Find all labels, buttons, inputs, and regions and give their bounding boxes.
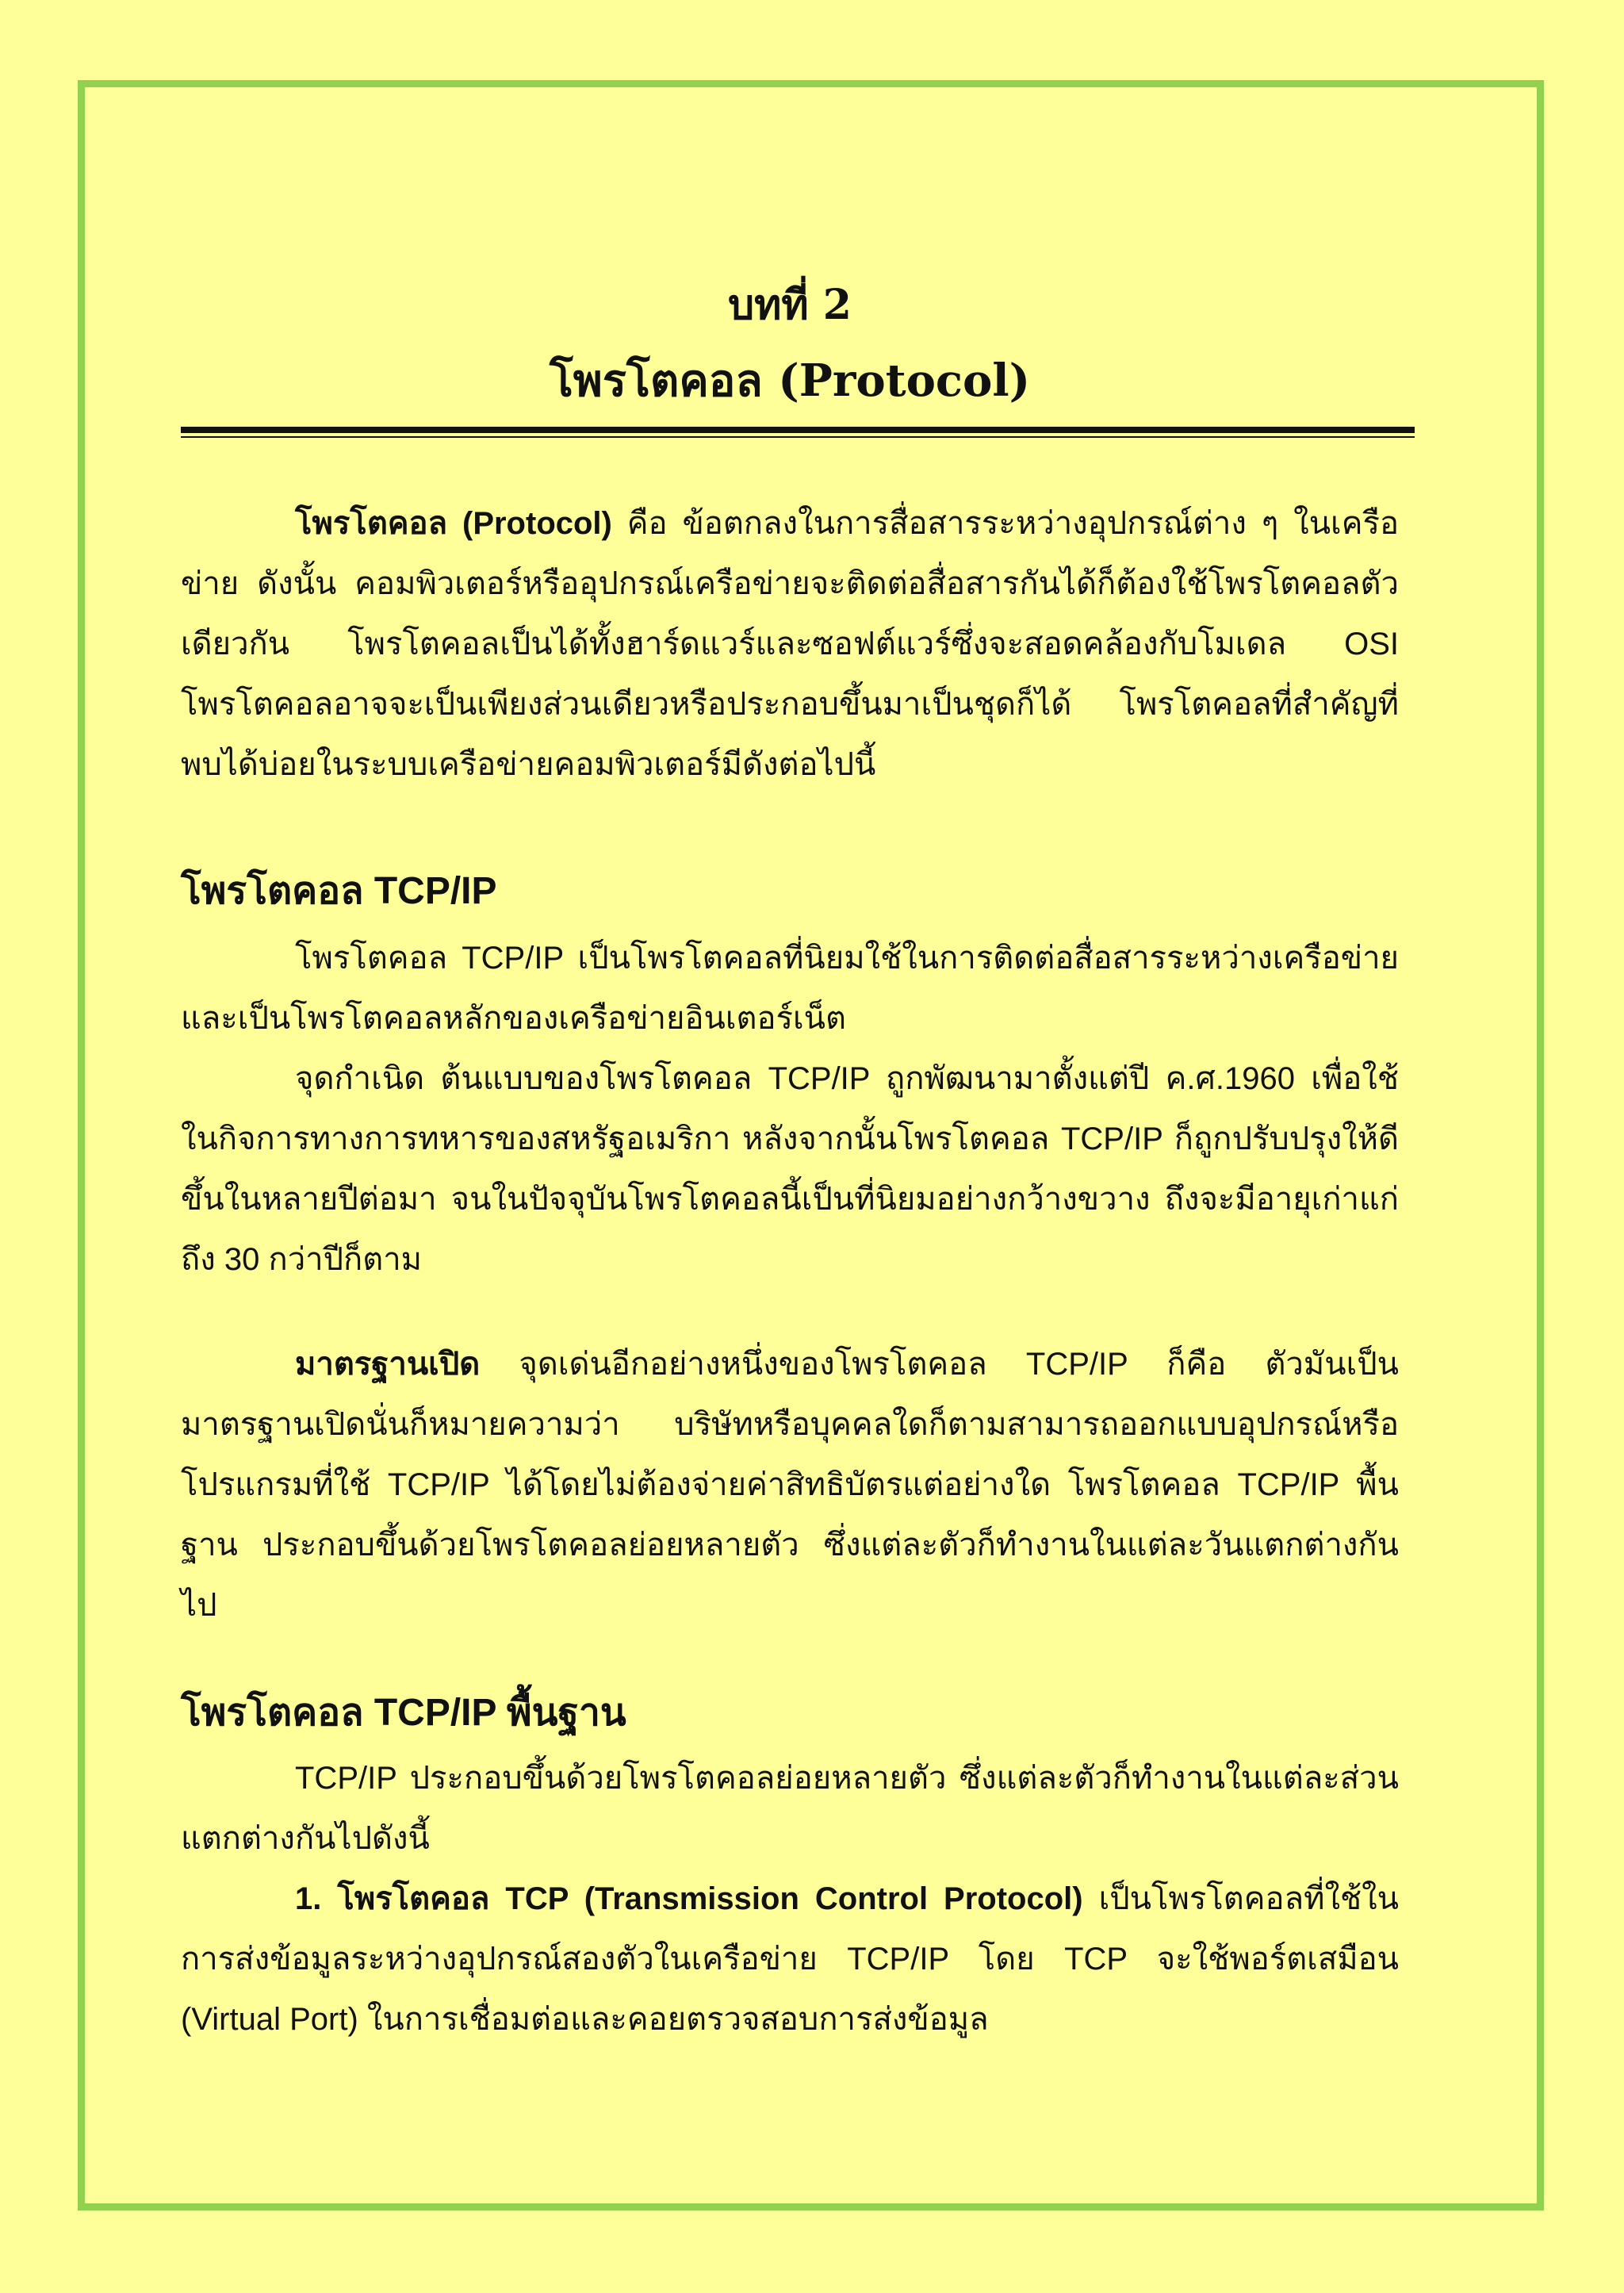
chapter-number: บทที่ 2 bbox=[728, 281, 852, 329]
title-underline bbox=[181, 427, 1415, 438]
intro-term: โพรโตคอล (Protocol) bbox=[295, 506, 612, 541]
intro-text: คือ ข้อตกลงในการสื่อสารระหว่างอุปกรณ์ต่าง ๆ ในเครือข่าย ดังนั้น คอมพิวเตอร์หรืออุปกรณ์เครือข่ายจะติดต่อสื่อสารกันได้ก็ต้องใช้โพรโตคอลตัวเดียวกัน โพรโตคอลเป็นได้ทั้งฮาร์ดแวร์และซอฟต์แวร์ซึ่งจะสอดคล้องกับโมเดล OSI โพรโตคอลอาจจะเป็นเพียงส่วนเดียวหรือประกอบขึ้นมาเป็นชุดก็ได้ โพรโตคอลที่สำคัญที่พบได้บ่อยในระบบเครือข่ายคอมพิวเตอร์มีดังต่อไปนี้ bbox=[181, 506, 1399, 782]
section-heading-tcpip-basic: โพรโตคอล TCP/IP พื้นฐาน bbox=[181, 1692, 626, 1734]
list-item-tcp-term: 1. โพรโตคอล TCP (Transmission Control Protocol) bbox=[295, 1881, 1083, 1916]
tcpip-basic-paragraph: TCP/IP ประกอบขึ้นด้วยโพรโตคอลย่อยหลายตัว ซึ่งแต่ละตัวก็ทำงานในแต่ละส่วนแตกต่างกันไปดังนี้ bbox=[181, 1761, 1399, 1856]
list-item-tcp bbox=[181, 1869, 1399, 2050]
section-heading-tcpip: โพรโตคอล TCP/IP bbox=[181, 870, 497, 912]
intro-paragraph bbox=[181, 493, 1399, 795]
tcpip-paragraph-1: โพรโตคอล TCP/IP เป็นโพรโตคอลที่นิยมใช้ในการติดต่อสื่อสารระหว่างเครือข่ายและเป็นโพรโตคอลหลักของเครือข่ายอินเตอร์เน็ต bbox=[181, 941, 1399, 1036]
list-item-tcp-text: เป็นโพรโตคอลที่ใช้ในการส่งข้อมูลระหว่างอุปกรณ์สองตัวในเครือข่าย TCP/IP โดย TCP จะใช้พอร์ตเสมือน (Virtual Port) ในการเชื่อมต่อและคอยตรวจสอบการส่งข้อมูล bbox=[181, 1881, 1399, 2037]
open-standard-text: จุดเด่นอีกอย่างหนึ่งของโพรโตคอล TCP/IP ก็คือ ตัวมันเป็นมาตรฐานเปิดนั่นก็หมายความว่า บริษัทหรือบุคคลใดก็ตามสามารถออกแบบอุปกรณ์หรือโปรแกรมที่ใช้ TCP/IP ได้โดยไม่ต้องจ่ายค่าสิทธิบัตรแต่อย่างใด โพรโตคอล TCP/IP พื้นฐาน ประกอบขึ้นด้วยโพรโตคอลย่อยหลายตัว ซึ่งแต่ละตัวก็ทำงานในแต่ละวันแตกต่างกันไป bbox=[181, 1347, 1399, 1623]
open-standard-term: มาตรฐานเปิด bbox=[295, 1347, 481, 1382]
tcpip-paragraph-origin: จุดกำเนิด ต้นแบบของโพรโตคอล TCP/IP ถูกพัฒนามาตั้งแต่ปี ค.ศ.1960 เพื่อใช้ในกิจการทางการทหารของสหรัฐอเมริกา หลังจากนั้นโพรโตคอล TCP/IP ก็ถูกปรับปรุงให้ดีขึ้นในหลายปีต่อมา จนในปัจจุบันโพรโตคอลนี้เป็นที่นิยมอย่างกว้างขวาง ถึงจะมีอายุเก่าแก่ถึง 30 กว่าปีก็ตาม bbox=[181, 1061, 1399, 1277]
chapter-title: โพรโตคอล (Protocol) bbox=[549, 355, 1031, 407]
tcpip-paragraph-open-standard bbox=[181, 1334, 1399, 1635]
document-body bbox=[181, 270, 1399, 2050]
